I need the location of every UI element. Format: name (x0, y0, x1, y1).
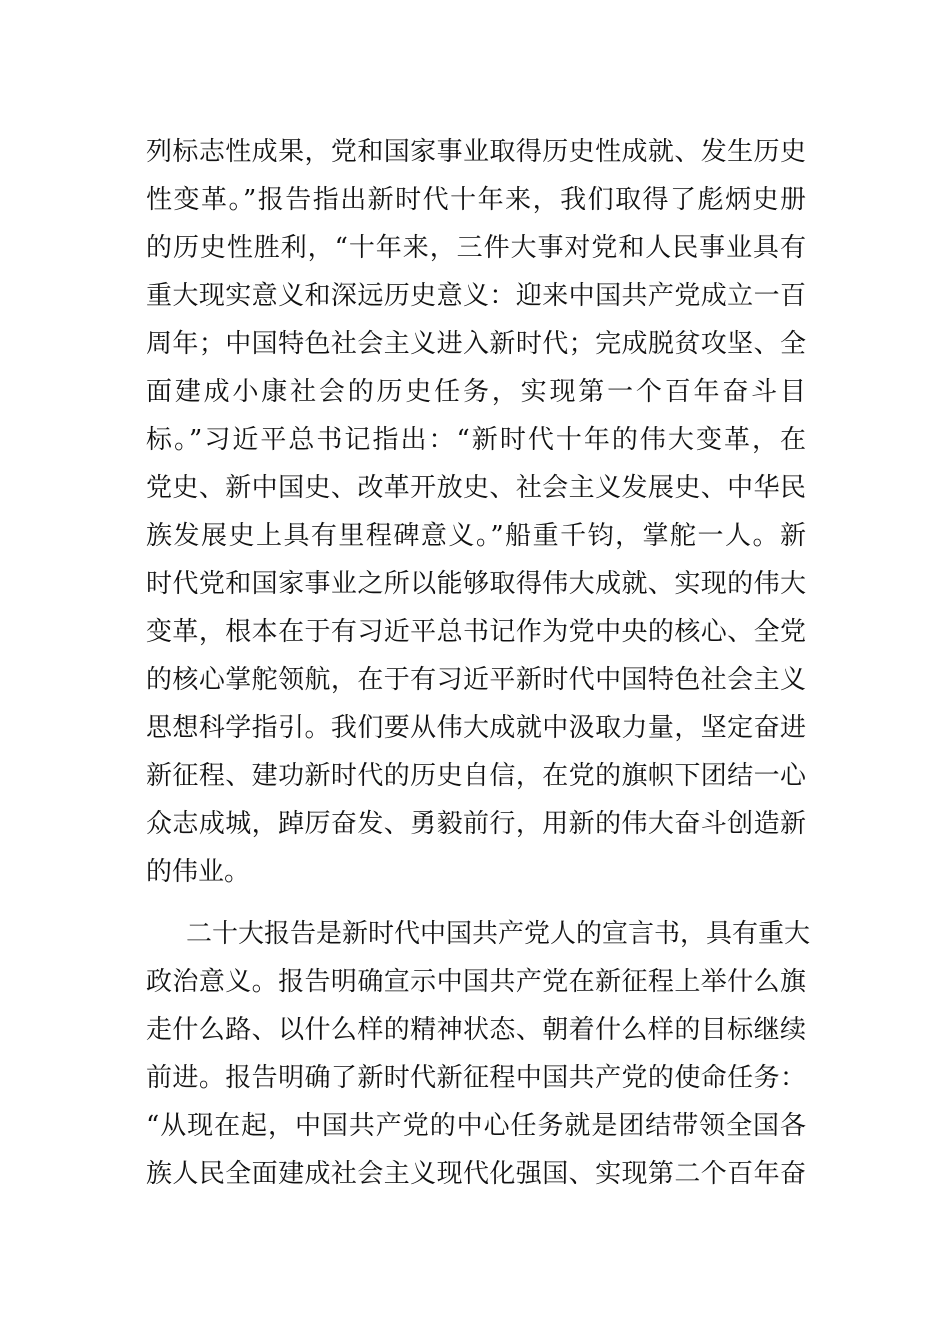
paragraph-2 (146, 910, 811, 1198)
text-line: 的历史性胜利，“十年来，三件大事对党和人民事业具有 (146, 233, 806, 263)
text-line: 政治意义。报告明确宣示中国共产党在新征程上举什么旗 (146, 967, 806, 997)
text-line: 的伟业。 (146, 857, 251, 887)
text-line: 众志成城，踔厉奋发、勇毅前行，用新的伟大奋斗创造新 (146, 809, 806, 839)
text-line: 的核心掌舵领航，在于有习近平新时代中国特色社会主义 (146, 665, 806, 695)
text-line: “从现在起，中国共产党的中心任务就是团结带领全国各 (146, 1111, 806, 1141)
text-line: 面建成小康社会的历史任务，实现第一个百年奋斗目 (146, 377, 806, 407)
text-line: 新征程、建功新时代的历史自信，在党的旗帜下团结一心 (146, 761, 806, 791)
text-line: 列标志性成果，党和国家事业取得历史性成就、发生历史 (146, 137, 806, 167)
text-line: 族发展史上具有里程碑意义。”船重千钧，掌舵一人。新 (146, 521, 806, 551)
text-line: 党史、新中国史、改革开放史、社会主义发展史、中华民 (146, 473, 806, 503)
text-line: 重大现实意义和深远历史意义：迎来中国共产党成立一百 (146, 281, 806, 311)
text-line: 周年；中国特色社会主义进入新时代；完成脱贫攻坚、全 (146, 329, 806, 359)
text-line: 思想科学指引。我们要从伟大成就中汲取力量，坚定奋进 (146, 713, 806, 743)
text-line: 族人民全面建成社会主义现代化强国、实现第二个百年奋 (146, 1159, 806, 1189)
text-line: 时代党和国家事业之所以能够取得伟大成就、实现的伟大 (146, 569, 806, 599)
text-line: 前进。报告明确了新时代新征程中国共产党的使命任务： (146, 1063, 806, 1093)
text-line: 变革，根本在于有习近平总书记作为党中央的核心、全党 (146, 617, 806, 647)
text-line: 二十大报告是新时代中国共产党人的宣言书，具有重大 (186, 919, 811, 949)
text-line: 走什么路、以什么样的精神状态、朝着什么样的目标继续 (146, 1015, 806, 1045)
text-line: 标。”习近平总书记指出：“新时代十年的伟大变革，在 (146, 425, 806, 455)
paragraph-1 (146, 128, 806, 896)
text-line: 性变革。”报告指出新时代十年来，我们取得了彪炳史册 (146, 185, 806, 215)
